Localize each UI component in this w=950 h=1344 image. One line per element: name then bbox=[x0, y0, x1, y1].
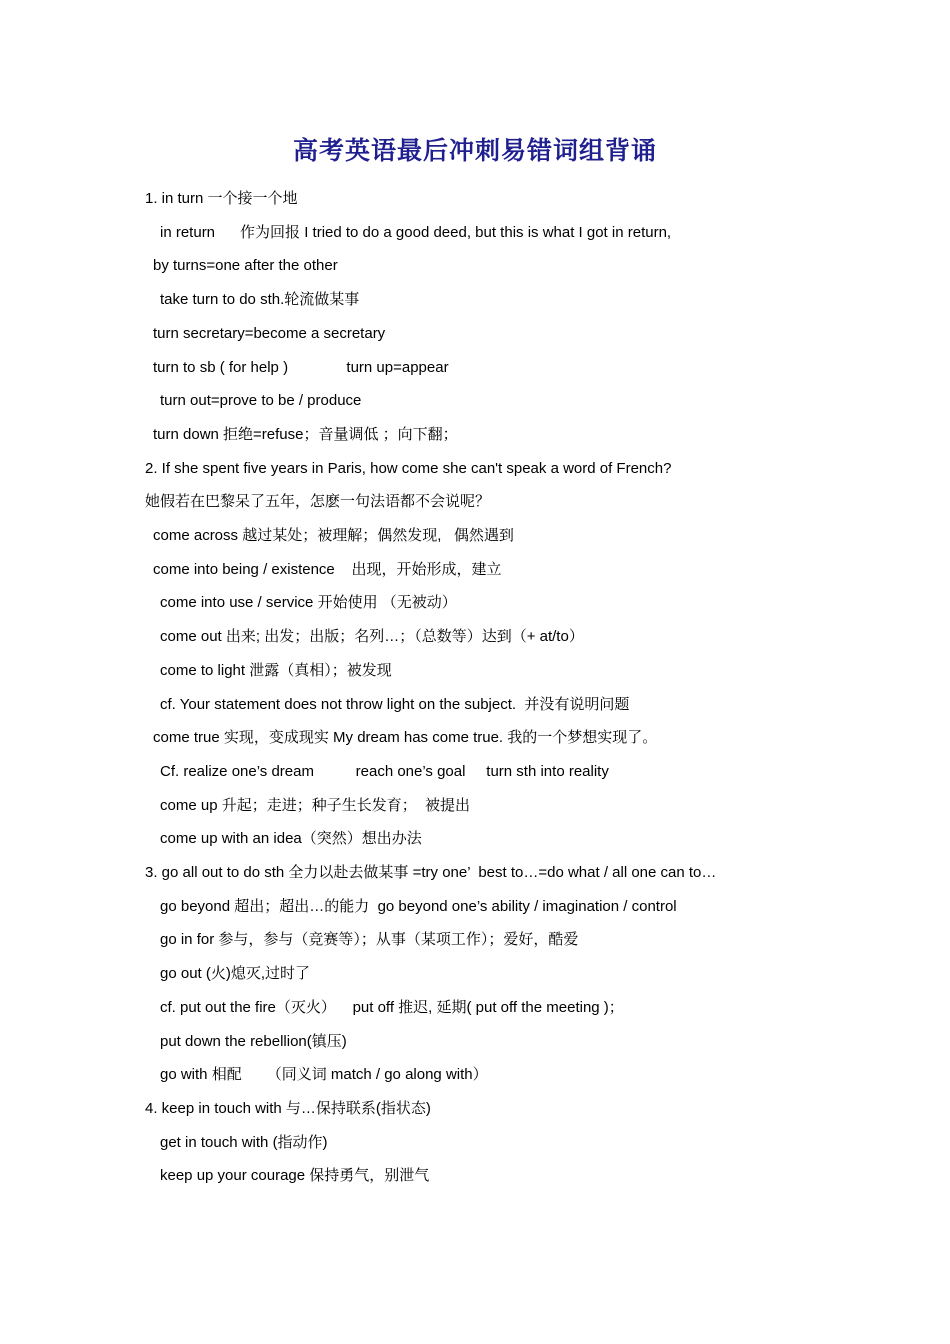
text-line: keep up your courage 保持勇气，别泄气 bbox=[160, 1167, 430, 1185]
text-line: come across 越过某处；被理解；偶然发现, 偶然遇到 bbox=[153, 527, 514, 544]
text-line: in return 作为回报 I tried to do a good deed, but this is what I got in return, bbox=[160, 223, 672, 241]
text-line: turn down 拒绝=refuse；音量调低 ；向下翻； bbox=[153, 425, 458, 443]
text-line: cf. Your statement does not throw light on the subject. 并没有说明问题 bbox=[160, 695, 630, 713]
text-line: 4. keep in touch with 与…保持联系(指状态) bbox=[145, 1099, 431, 1117]
text-line: 她假若在巴黎呆了五年，怎麽一句法语都不会说呢？ bbox=[145, 493, 491, 511]
text-line: come up 升起；走进；种子生长发育； 被提出 bbox=[160, 796, 471, 814]
text-line: turn out=prove to be / produce bbox=[160, 392, 362, 410]
text-line: go in for 参与，参与（竞赛等）；从事（某项工作）；爱好，酷爱 bbox=[160, 931, 579, 949]
text-line: Cf. realize one’s dream reach one’s goal turn sth into reality bbox=[160, 762, 609, 780]
text-line: come into use / service 开始使用 （无被动） bbox=[160, 594, 457, 612]
text-line: take turn to do sth.轮流做某事 bbox=[160, 291, 360, 309]
text-line: turn secretary=become a secretary bbox=[153, 324, 386, 342]
text-line: by turns=one after the other bbox=[153, 257, 338, 275]
text-line: go with 相配 （同义词 match / go along with） bbox=[160, 1066, 488, 1084]
text-line: 3. go all out to do sth 全力以赴去做某事 =try one’ best to…=do what / all one can to… bbox=[145, 864, 717, 881]
text-line: 2. If she spent five years in Paris, how come she can't speak a word of French? bbox=[145, 459, 672, 477]
text-line: 1. in turn 一个接一个地 bbox=[145, 190, 298, 207]
text-line: cf. put out the fire（灭火） put off 推迟, 延期( put off the meeting )； bbox=[160, 998, 624, 1016]
text-line: come up with an idea（突然）想出办法 bbox=[160, 830, 422, 848]
text-line: come true 实现，变成现实 My dream has come true. 我的一个梦想实现了。 bbox=[153, 729, 658, 747]
text-line: go beyond 超出；超出…的能力 go beyond one’s ability / imagination / control bbox=[160, 897, 677, 915]
page-title: 高考英语最后冲刺易错词组背诵 bbox=[292, 136, 657, 165]
text-line: put down the rebellion(镇压) bbox=[160, 1032, 347, 1050]
text-line: come into being / existence 出现，开始形成，建立 bbox=[153, 560, 502, 578]
text-line: come out 出来; 出发；出版；名列…；（总数等）达到（+ at/to） bbox=[160, 628, 584, 646]
text-line: come to light 泄露（真相）；被发现 bbox=[160, 661, 392, 679]
text-line: get in touch with (指动作) bbox=[160, 1133, 328, 1151]
text-line: turn to sb ( for help ) turn up=appear bbox=[153, 358, 449, 376]
text-line: go out (火)熄灭,过时了 bbox=[160, 965, 311, 983]
